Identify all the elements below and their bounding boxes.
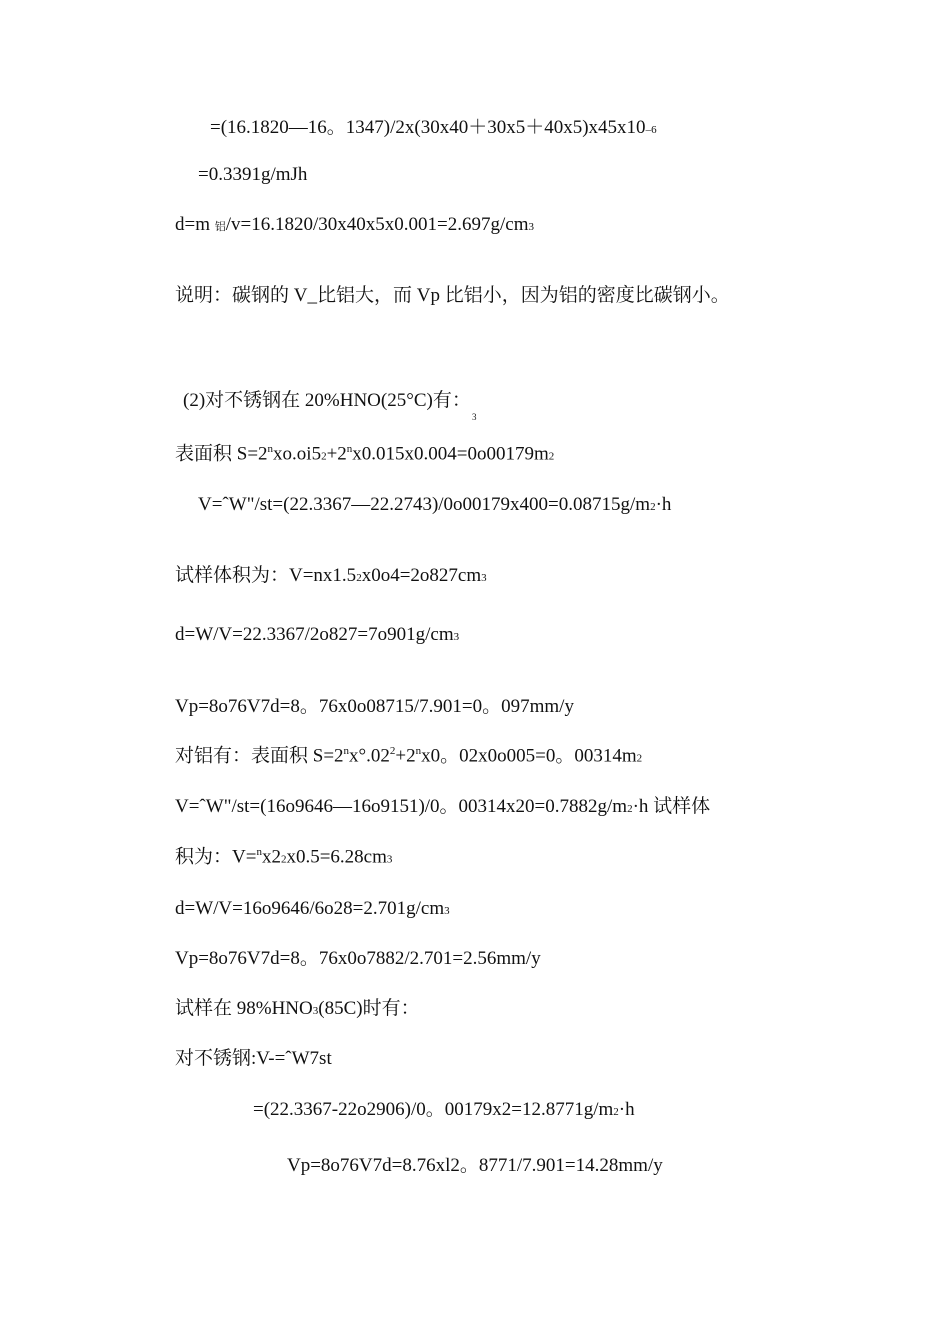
- formula-line: [175, 898, 450, 921]
- superscript: n: [267, 443, 274, 455]
- line-text: 对铝有：表面积 S=2: [175, 745, 344, 767]
- line-text: +2: [395, 745, 416, 767]
- superscript: n: [415, 745, 422, 757]
- line-text: x0.015x0.004=0o00179m: [352, 443, 549, 465]
- formula-line: [210, 117, 657, 140]
- line-text: x°.02: [349, 745, 390, 767]
- line-text: ·h: [618, 1099, 635, 1120]
- formula-line: [175, 443, 554, 466]
- subscript: 2: [650, 501, 656, 513]
- subscript: 2: [280, 853, 287, 866]
- subscript: 3: [481, 572, 487, 584]
- formula-line: [175, 998, 420, 1021]
- line-text: V=ˆW"/st=(22.3367—22.2743)/0o00179x400=0.08715g/m: [198, 494, 651, 515]
- superscript: n: [343, 745, 350, 757]
- formula-line: [175, 948, 541, 971]
- subscript: 3: [528, 221, 534, 233]
- line-text: Vp=8o76V7d=8。76x0o08715/7.901=0。097mm/y: [175, 696, 574, 717]
- line-text: x2: [261, 846, 281, 868]
- subscript: 2: [548, 450, 555, 463]
- line-text: Vp=8o76V7d=8。76x0o7882/2.701=2.56mm/y: [175, 948, 541, 969]
- subscript: 3: [386, 853, 393, 866]
- line-text: (85C)时有：: [318, 998, 420, 1019]
- superscript: n: [346, 443, 353, 455]
- line-text: 表面积 S=2: [175, 443, 268, 465]
- superscript: 2: [389, 745, 396, 757]
- line-text: ·h 试样体: [632, 796, 711, 817]
- line-text: V=ˆW"/st=(16o9646—16o9151)/0。00314x20=0.7882g/m: [175, 796, 628, 817]
- formula-line: [287, 1155, 663, 1178]
- line-text: d=W/V=22.3367/2o827=7o901g/cm: [175, 624, 454, 645]
- subscript: 3: [444, 905, 450, 917]
- formula-line: [253, 1099, 635, 1122]
- subscript: 2: [321, 450, 327, 463]
- line-text: d=W/V=16o9646/6o28=2.701g/cm: [175, 898, 445, 919]
- subscript: 3: [453, 631, 460, 643]
- line-text: 对不锈钢:V-=ˆW7st: [175, 1048, 332, 1069]
- line-text: 说明：碳钢的 V_比铝大，而 Vp 比铝小，因为铝的密度比碳钢小。: [175, 285, 730, 306]
- formula-line: [175, 696, 574, 719]
- line-text: 积为：V=: [175, 846, 257, 868]
- line-text: =(22.3367-22o2906)/0。00179x2=12.8771g/m: [253, 1099, 614, 1120]
- subscript: 3: [472, 412, 477, 422]
- subscript: 2: [627, 803, 633, 815]
- subscript: 铝: [214, 221, 226, 233]
- line-text: 试样在 98%HNO: [175, 998, 313, 1019]
- line-text: +2: [326, 443, 347, 465]
- line-text: x0.5=6.28cm: [286, 846, 387, 868]
- subscript: 2: [636, 752, 643, 765]
- line-text: x0o4=2o827cm: [361, 565, 482, 586]
- subscript: 2: [613, 1106, 619, 1118]
- formula-line: [198, 164, 307, 187]
- line-text: xo.oi5: [273, 443, 322, 465]
- formula-line: [198, 494, 671, 517]
- exponent: –6: [645, 124, 657, 136]
- line-text: 试样体积为：V=nx1.5: [175, 565, 357, 586]
- formula-line: [175, 796, 710, 819]
- formula-line: [175, 1048, 332, 1071]
- line-text: Vp=8o76V7d=8.76xl2。8771/7.901=14.28mm/y: [287, 1155, 663, 1176]
- superscript: n: [256, 846, 262, 858]
- line-text: ·h: [655, 494, 672, 515]
- formula-line: [175, 565, 487, 588]
- line-text: d=m: [175, 214, 215, 235]
- line-text: =(16.1820—16。1347)/2x(30x40＋30x5＋40x5)x45x10: [210, 117, 646, 138]
- explanation-line: [175, 285, 730, 308]
- line-text: x0。02x0o005=0。00314m: [421, 745, 637, 767]
- subscript: 3: [312, 1005, 319, 1017]
- section-heading: [183, 390, 471, 413]
- formula-line: [175, 624, 459, 647]
- subscript: 2: [356, 572, 362, 584]
- line-text: (2)对不锈钢在 20%HNO(25°C)有：: [183, 390, 471, 411]
- formula-line: [175, 745, 642, 768]
- line-text: =0.3391g/mJh: [198, 164, 308, 185]
- formula-line: [175, 846, 392, 869]
- line-text: /v=16.1820/30x40x5x0.001=2.697g/cm: [225, 214, 529, 235]
- formula-line: [175, 214, 534, 237]
